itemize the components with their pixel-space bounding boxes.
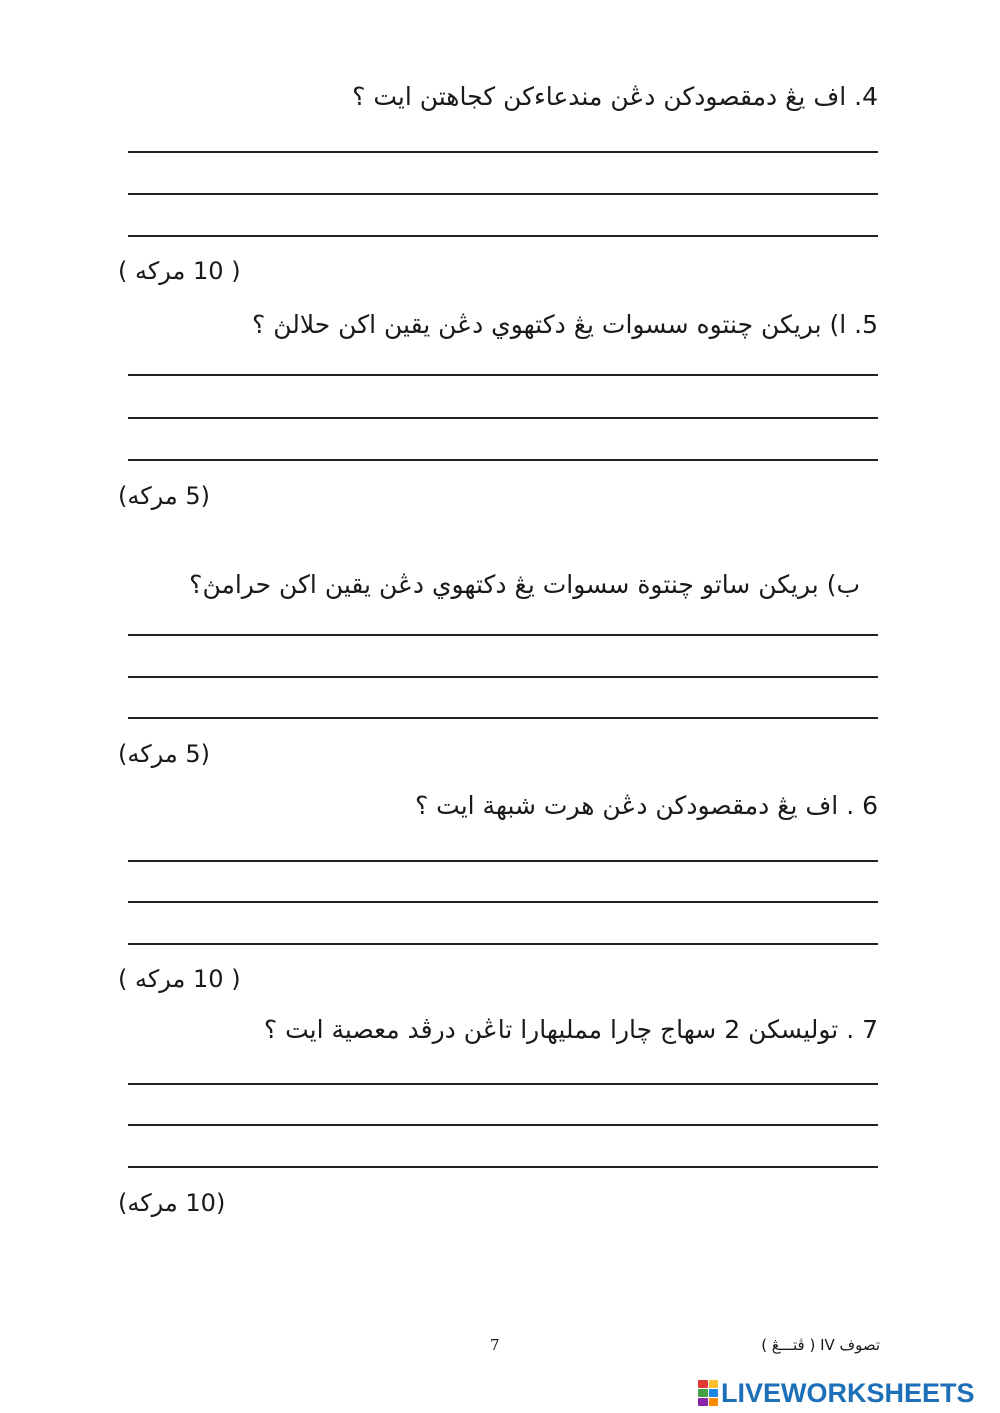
answer-line[interactable] [128, 193, 878, 195]
logo-tile [709, 1398, 719, 1406]
answer-line[interactable] [128, 860, 878, 862]
answer-line[interactable] [128, 459, 878, 461]
answer-line[interactable] [128, 1166, 878, 1168]
answer-line[interactable] [128, 1124, 878, 1126]
answer-line[interactable] [128, 235, 878, 237]
question-6-text: 6 . اف يڠ دمقصودکن دڠن هرت شبهة ايت ؟ [414, 791, 878, 820]
answer-line[interactable] [128, 634, 878, 636]
answer-line[interactable] [128, 676, 878, 678]
logo-tile [709, 1380, 719, 1388]
footer-label: تصوف IV ( ڤتـــڠ ) [761, 1336, 880, 1354]
marks-label: ( 10 مرکه ) [118, 965, 241, 993]
answer-line[interactable] [128, 1083, 878, 1085]
marks-label: (10 مرکه) [118, 1189, 226, 1217]
liveworksheets-logo [698, 1378, 994, 1408]
marks-label: ( 10 مرکه ) [118, 257, 241, 285]
liveworksheets-icon [698, 1380, 718, 1406]
logo-tile [698, 1380, 708, 1388]
answer-line[interactable] [128, 901, 878, 903]
answer-line[interactable] [128, 417, 878, 419]
question-5a-text: 5. ا) بريکن چنتوه سسوات يڠ دکتهوي دڠن يقين اکن حلالڽ ؟ [252, 310, 878, 339]
answer-line[interactable] [128, 151, 878, 153]
brand-name: LIVEWORKSHEETS [721, 1378, 975, 1408]
question-4-text: 4. اف يڠ دمقصودکن دڠن مندعاءکن کجاهتن ايت ؟ [352, 82, 878, 111]
answer-line[interactable] [128, 717, 878, 719]
marks-label: (5 مرکه) [118, 482, 211, 510]
answer-line[interactable] [128, 943, 878, 945]
question-5b-text: ب) بريکن ساتو چنتوة سسوات يڠ دکتهوي دڠن يقين اکن حرامڽ؟ [189, 570, 860, 599]
page-number: 7 [490, 1336, 500, 1354]
marks-label: (5 مرکه) [118, 740, 211, 768]
logo-tile [709, 1389, 719, 1397]
logo-tile [698, 1398, 708, 1406]
answer-line[interactable] [128, 374, 878, 376]
logo-tile [698, 1389, 708, 1397]
question-7-text: 7 . توليسکن 2 سهاج چارا مملیهارا تاڠن درڤد معصية ايت ؟ [263, 1015, 878, 1044]
